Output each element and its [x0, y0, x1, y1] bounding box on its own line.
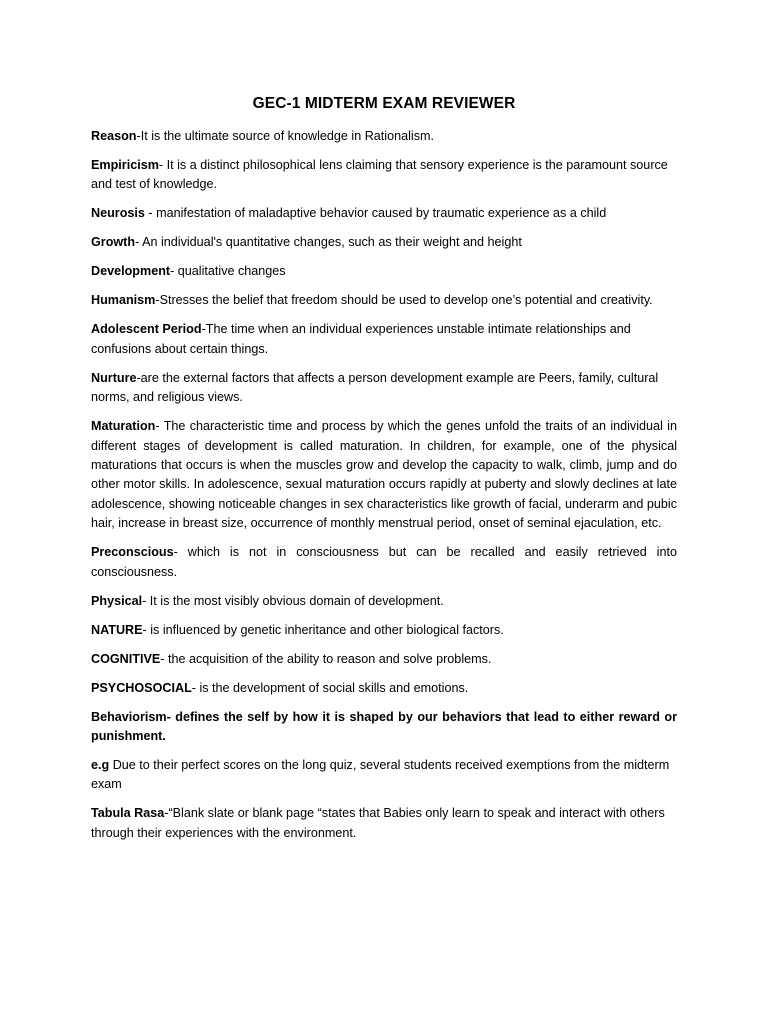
- entry-reason: [91, 127, 677, 146]
- entry-nature: [91, 621, 677, 640]
- entry-neurosis: [91, 204, 677, 223]
- term-label: NATURE: [91, 622, 143, 637]
- term-definition: -Stresses the belief that freedom should be used to develop one’s potential and creativity.: [155, 293, 653, 308]
- term-label: Empiricism: [91, 158, 159, 172]
- entry-growth: [91, 233, 677, 252]
- term-label: Growth: [91, 235, 136, 250]
- entry-preconscious: [91, 543, 677, 582]
- term-definition: - The characteristic time and process by which the genes unfold the traits of an individual in different stages of development is called maturation. In children, for example, one of the physical maturations that occurs is when the muscles grow and develop the capacity to walk, climb, jump and do other motor skills. In adolescence, sexual maturation occurs rapidly at puberty and slowly declines at late adolescence, showing noticeable changes in sex characteristics like growth of facial, underarm and pubic hair, increase in breast size, occurrence of monthly menstrual period, onset of seminal ejaculation, etc.: [91, 419, 677, 531]
- term-definition: Due to their perfect scores on the long quiz, several students received exemptions from the midterm exam: [91, 758, 670, 792]
- term-label: e.g: [91, 758, 110, 773]
- term-definition: - which is not in consciousness but can be recalled and easily retrieved into consciousness.: [91, 545, 677, 579]
- term-definition: - manifestation of maladaptive behavior caused by traumatic experience as a child: [144, 206, 607, 221]
- term-definition: -The time when an individual experiences unstable intimate relationships and confusions about certain things.: [91, 322, 631, 356]
- page-title: GEC-1 MIDTERM EXAM REVIEWER: [252, 95, 516, 112]
- term-definition: - It is a distinct philosophical lens claiming that sensory experience is the paramount source and test of knowledge.: [91, 158, 668, 192]
- term-definition: - the acquisition of the ability to reason and solve problems.: [160, 651, 492, 666]
- entry-cognitive: [91, 650, 677, 669]
- term-label: Humanism: [91, 293, 156, 308]
- reviewer-content: [91, 127, 677, 853]
- term-label: COGNITIVE: [91, 651, 161, 666]
- entry-behaviorism: [91, 708, 677, 747]
- term-definition: - is influenced by genetic inheritance and other biological factors.: [142, 622, 504, 637]
- entry-example: [91, 756, 677, 795]
- entry-psychosocial: [91, 679, 677, 698]
- term-label: Development: [91, 264, 171, 279]
- term-label: Physical: [91, 593, 143, 608]
- term-label: Preconscious: [91, 545, 174, 560]
- term-label: Nurture: [91, 370, 137, 385]
- term-label: Maturation: [91, 419, 156, 434]
- entry-empiricism: [91, 156, 677, 195]
- term-definition: -are the external factors that affects a person development example are Peers, family, cultural norms, and religious views.: [91, 370, 659, 405]
- entry-nurture: [91, 369, 677, 408]
- term-definition: - It is the most visibly obvious domain of development.: [142, 593, 444, 608]
- term-definition: - is the development of social skills and emotions.: [191, 680, 469, 695]
- term-label: Neurosis: [91, 206, 145, 221]
- entry-tabula-rasa: [91, 804, 677, 843]
- term-definition: - defines the self by how it is shaped by our behaviors that lead to either reward or punishment.: [91, 709, 677, 744]
- term-definition: -“Blank slate or blank page “states that Babies only learn to speak and interact with others through their experiences with the environment.: [91, 806, 665, 840]
- term-label: Behaviorism: [91, 709, 167, 724]
- term-label: Adolescent Period: [91, 322, 202, 337]
- entry-adolescent-period: [91, 320, 677, 359]
- entry-maturation: [91, 417, 677, 533]
- entry-humanism: [91, 291, 677, 310]
- term-label: PSYCHOSOCIAL: [91, 680, 192, 695]
- term-definition: - qualitative changes: [170, 264, 286, 279]
- term-label: Tabula Rasa: [91, 806, 165, 821]
- term-label: Reason: [91, 129, 137, 143]
- entry-development: [91, 262, 677, 281]
- entry-physical: [91, 592, 677, 611]
- term-definition: -It is the ultimate source of knowledge in Rationalism.: [136, 129, 434, 143]
- term-definition: - An individual's quantitative changes, such as their weight and height: [135, 235, 522, 250]
